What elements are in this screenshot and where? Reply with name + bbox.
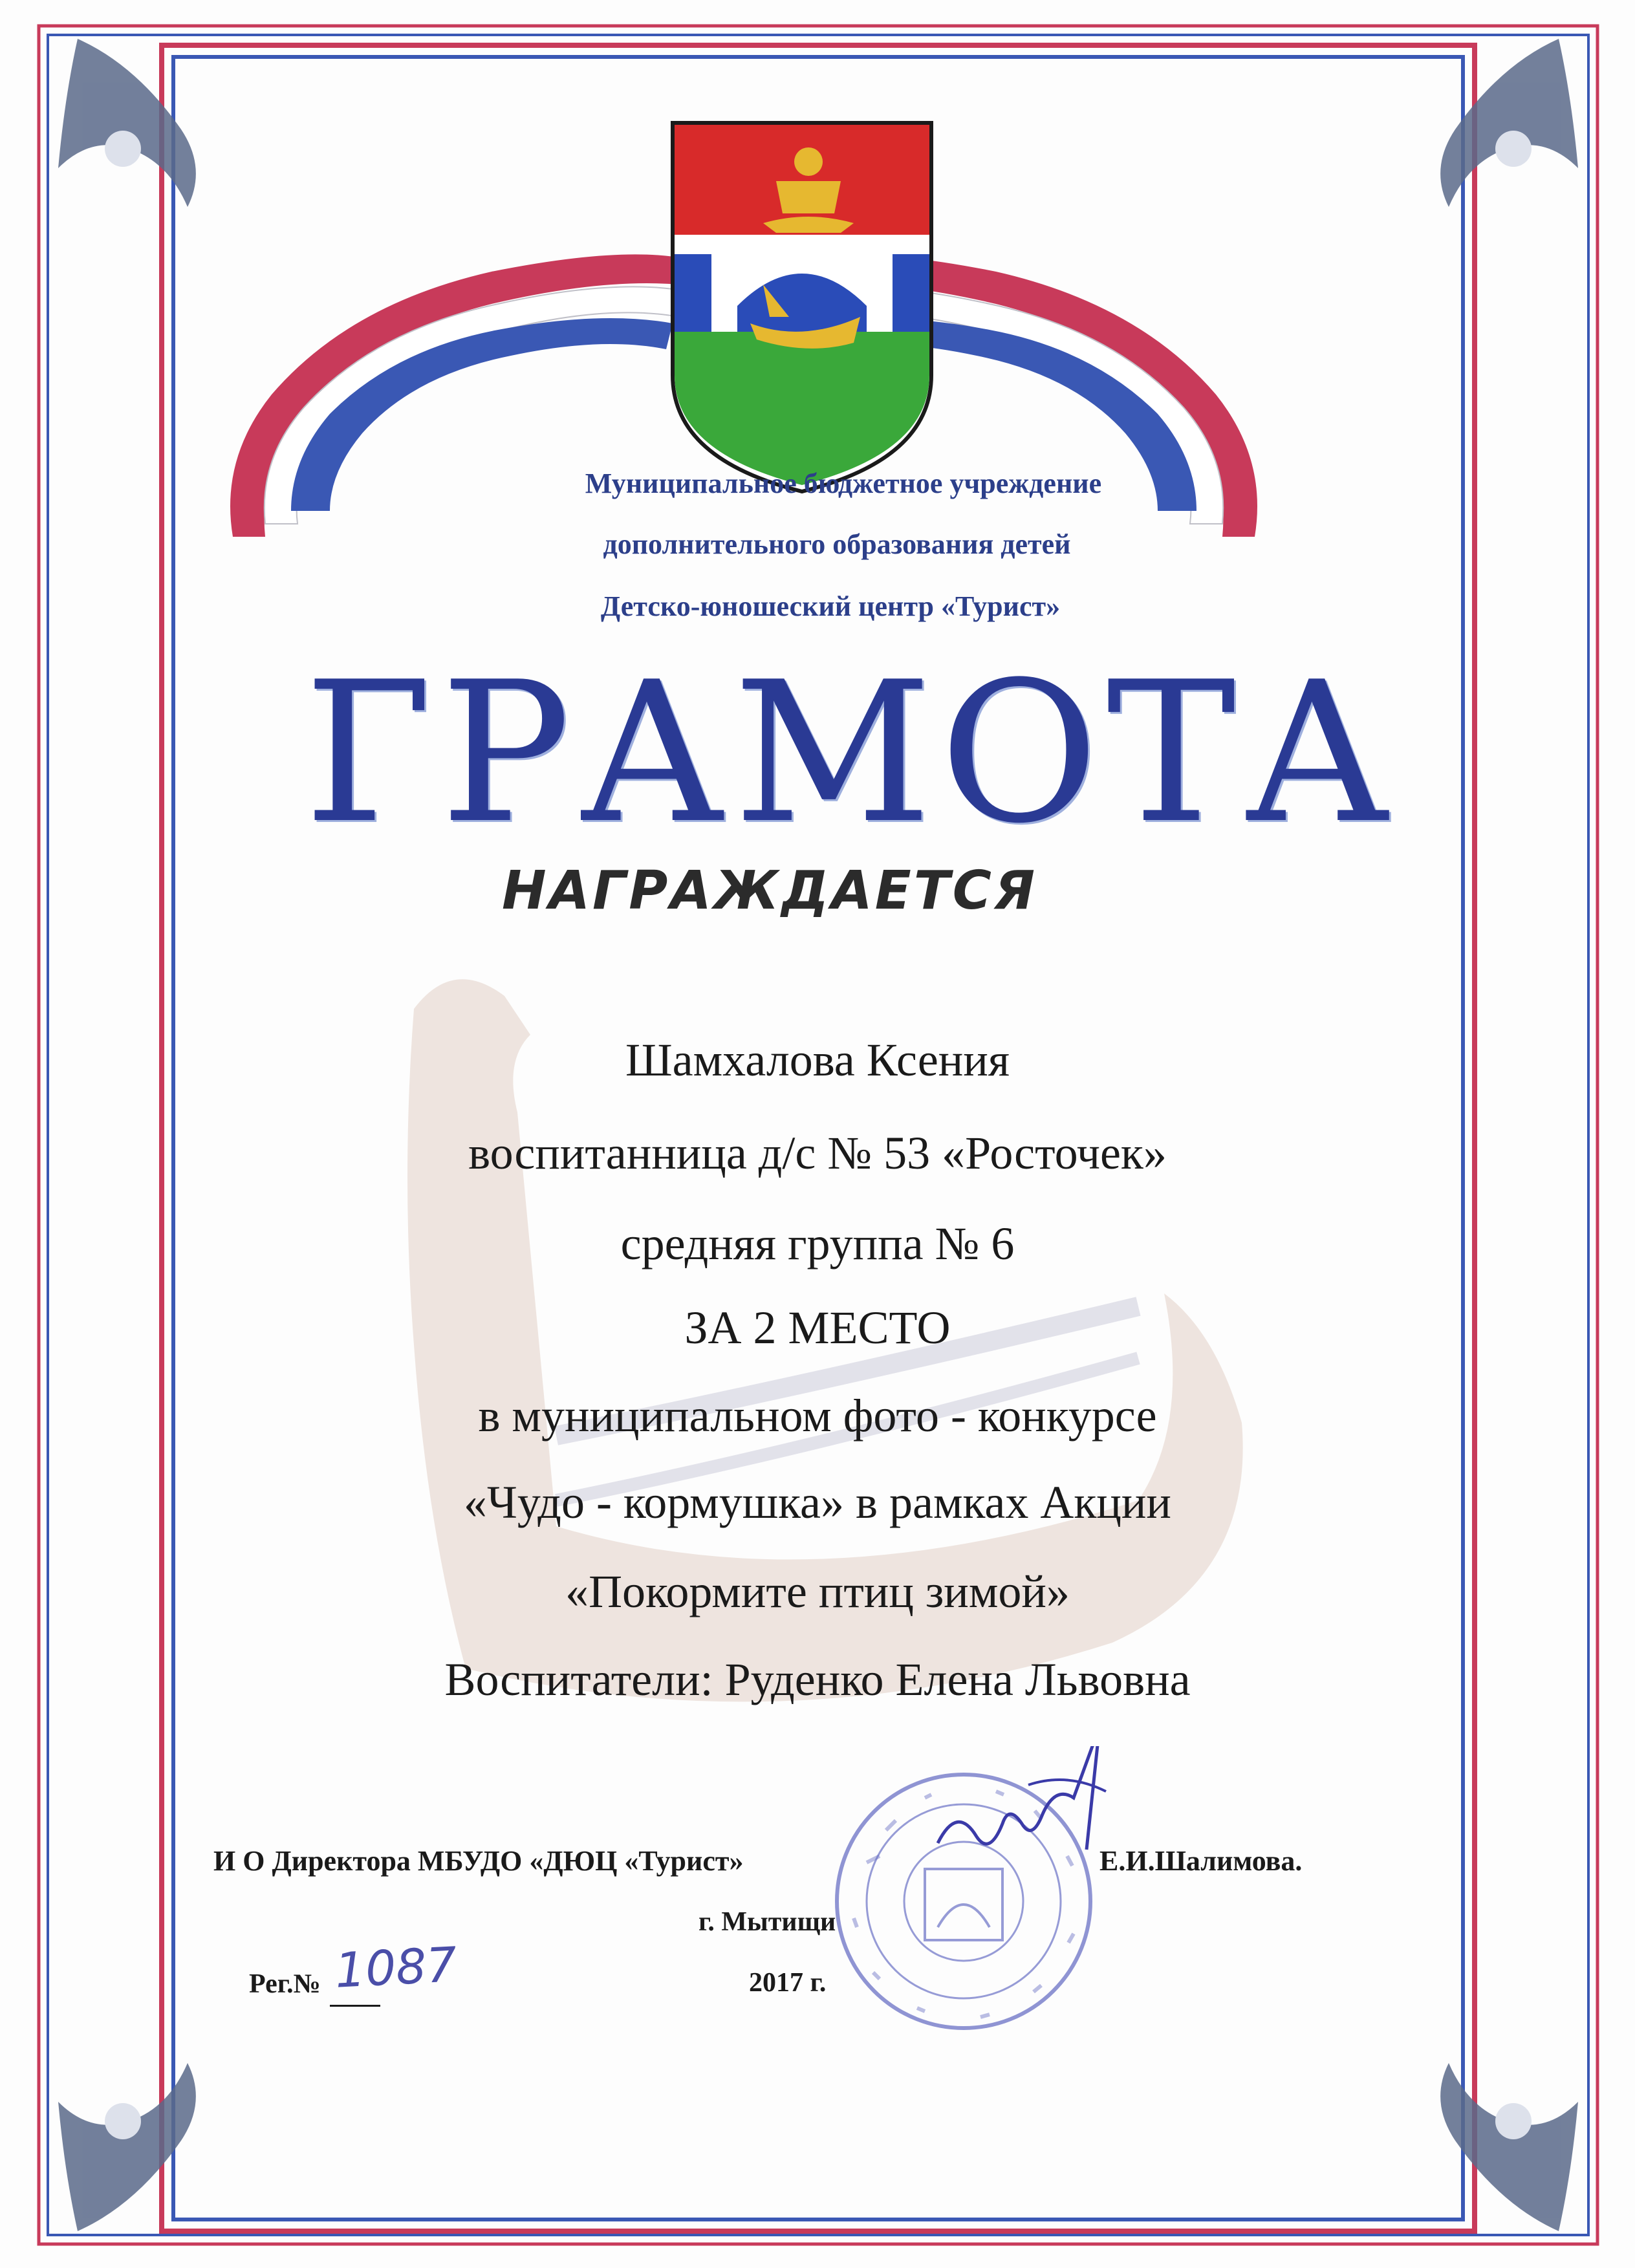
signatory-position: И О Директора МБУДО «ДЮЦ «Турист» [213,1845,744,1877]
award-line-2: воспитанница д/с № 53 «Росточек» [468,1127,1167,1179]
award-line-7: «Покормите птиц зимой» [565,1566,1070,1617]
org-line-1: Муниципальное бюджетное учреждение [585,468,1102,499]
year: 2017 г. [749,1968,827,1998]
certificate-subtitle: НАГРАЖДАЕТСЯ [501,860,1038,922]
reg-underline [330,2005,380,2007]
award-teachers: Воспитатели: Руденко Елена Львовна [444,1654,1191,1705]
signatory-name: Е.И.Шалимова. [1099,1845,1303,1877]
coat-of-arms-icon [673,123,931,491]
award-line-6: «Чудо - кормушка» в рамках Акции [464,1476,1171,1528]
award-line-3: средняя группа № 6 [620,1218,1015,1269]
handwritten-signature [931,1746,1125,1895]
org-line-3: Детско-юношеский центр «Турист» [600,590,1061,622]
reg-label: Рег.№ [249,1969,321,1999]
city: г. Мытищи [698,1907,836,1937]
reg-number-handwritten: 1087 [333,1937,459,1999]
award-place: ЗА 2 МЕСТО [684,1302,951,1354]
certificate-title: ГРАМОТА [304,640,1399,866]
org-line-2: дополнительного образования детей [603,528,1071,560]
award-line-5: в муниципальном фото - конкурсе [478,1390,1157,1442]
emblem-with-ribbon [194,110,1294,576]
awardee-name: Шамхалова Ксения [625,1034,1010,1086]
